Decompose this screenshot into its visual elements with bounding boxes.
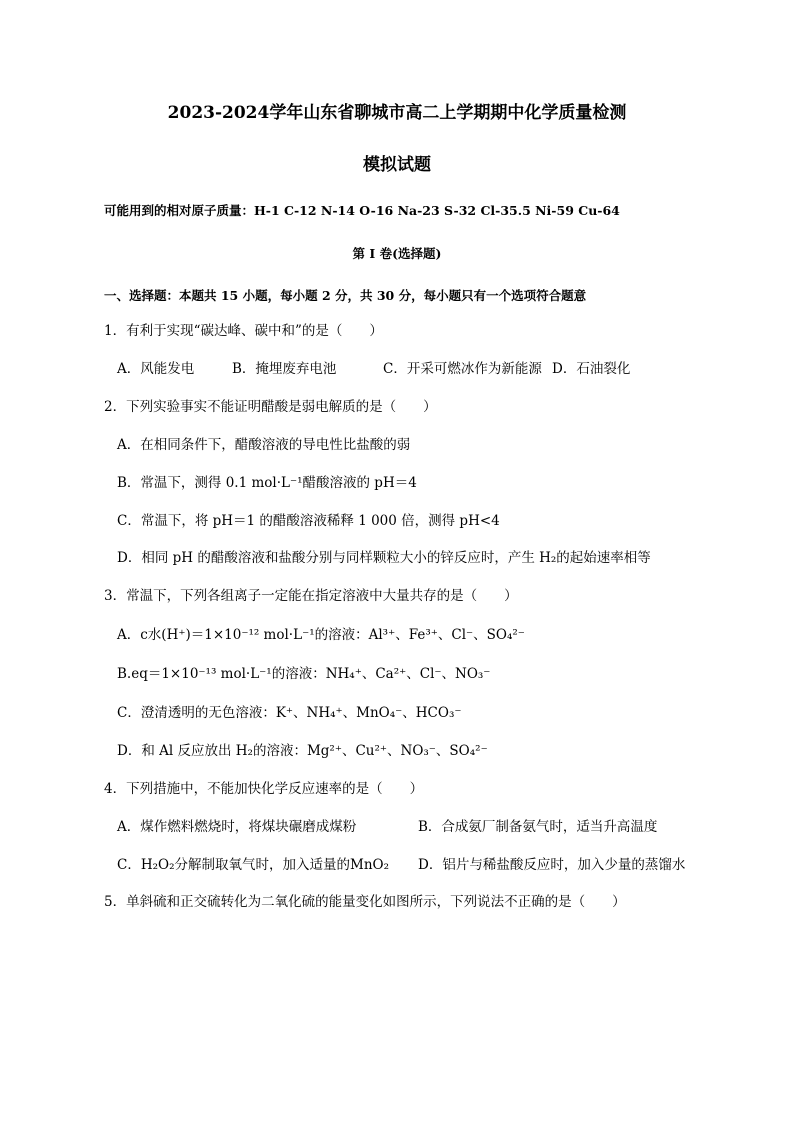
q1-option-a: A．风能发电 bbox=[117, 361, 195, 377]
title-line-2: 模拟试题 bbox=[363, 155, 431, 175]
q1-option-c: C．开采可燃冰作为新能源 bbox=[383, 361, 542, 377]
q4-option-a: A．煤作燃料燃烧时，将煤块碾磨成煤粉 bbox=[117, 819, 357, 835]
q4-option-c: C．H₂O₂分解制取氧气时，加入适量的MnO₂ bbox=[117, 857, 389, 873]
title-line-1: 2023-2024学年山东省聊城市高二上学期期中化学质量检测 bbox=[167, 103, 627, 123]
question-2-stem: 2．下列实验事实不能证明醋酸是弱电解质的是（ ） bbox=[104, 399, 437, 415]
q4-option-b: B．合成氨厂制备氨气时，适当升高温度 bbox=[418, 819, 658, 835]
q1-option-d: D．石油裂化 bbox=[552, 361, 631, 377]
question-4-stem: 4．下列措施中，不能加快化学反应速率的是（ ） bbox=[104, 781, 424, 797]
q2-option-a: A．在相同条件下，醋酸溶液的导电性比盐酸的弱 bbox=[117, 437, 411, 453]
q4-option-d: D．铝片与稀盐酸反应时，加入少量的蒸馏水 bbox=[418, 857, 686, 873]
q3-option-c: C．澄清透明的无色溶液：K⁺、NH₄⁺、MnO₄⁻、HCO₃⁻ bbox=[117, 705, 462, 721]
q3-option-d: D．和 Al 反应放出 H₂的溶液：Mg²⁺、Cu²⁺、NO₃⁻、SO₄²⁻ bbox=[117, 743, 488, 759]
question-1-stem: 1．有利于实现“碳达峰、碳中和”的是（ ） bbox=[104, 323, 383, 339]
q2-option-b: B．常温下，测得 0.1 mol·L⁻¹醋酸溶液的 pH＝4 bbox=[117, 475, 417, 491]
q3-option-a: A．c水(H⁺)＝1×10⁻¹² mol·L⁻¹的溶液：Al³⁺、Fe³⁺、Cl⁻、SO₄²⁻ bbox=[117, 627, 525, 643]
q2-option-c: C．常温下，将 pH＝1 的醋酸溶液稀释 1 000 倍，测得 pH<4 bbox=[117, 513, 500, 529]
section-heading: 一、选择题：本题共 15 小题，每小题 2 分，共 30 分，每小题只有一个选项符合题意 bbox=[104, 288, 587, 303]
question-3-stem: 3．常温下，下列各组离子一定能在指定溶液中大量共存的是（ ） bbox=[104, 588, 518, 604]
atomic-masses: 可能用到的相对原子质量：H-1 C-12 N-14 O-16 Na-23 S-32 Cl-35.5 Ni-59 Cu-64 bbox=[104, 203, 620, 218]
question-5-stem: 5．单斜硫和正交硫转化为二氧化硫的能量变化如图所示，下列说法不正确的是（ ） bbox=[104, 894, 626, 910]
q3-option-b: B.eq＝1×10⁻¹³ mol·L⁻¹的溶液：NH₄⁺、Ca²⁺、Cl⁻、NO₃⁻ bbox=[117, 666, 491, 682]
q1-option-b: B．掩埋废弃电池 bbox=[232, 361, 337, 377]
q2-option-d: D．相同 pH 的醋酸溶液和盐酸分别与同样颗粒大小的锌反应时，产生 H₂的起始速率相等 bbox=[117, 550, 651, 566]
volume-label: 第 I 卷(选择题) bbox=[352, 246, 442, 261]
